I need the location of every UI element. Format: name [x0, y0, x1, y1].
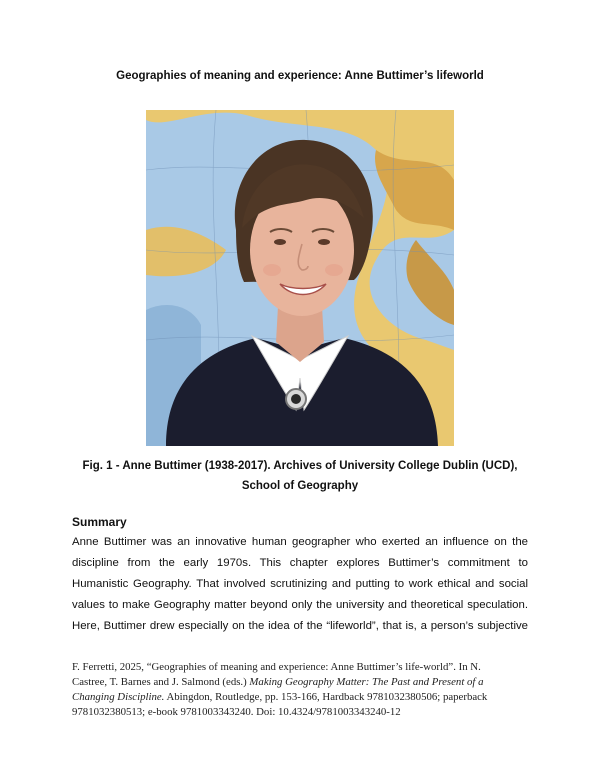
portrait-photo [146, 110, 454, 446]
citation-book-title: Making Geography Matter: The Past and Present of a [249, 676, 484, 688]
summary-line: Humanistic Geography. That involved scrutinizing and putting to work ethical and social [72, 578, 528, 590]
summary-line: discipline from the early 1970s. This chapter explores Buttimer’s commitment to [72, 557, 528, 569]
figure-caption-line-2: School of Geography [241, 480, 359, 492]
summary-line: Anne Buttimer was an innovative human geographer who exerted an influence on the [72, 536, 528, 548]
portrait-illustration [146, 110, 454, 446]
summary-heading: Summary [72, 515, 127, 529]
summary-paragraph [72, 532, 528, 637]
figure-caption [60, 456, 540, 496]
figure-caption-line-1: Fig. 1 - Anne Buttimer (1938-2017). Archives of University College Dublin (UCD), [82, 460, 518, 472]
summary-line: Here, Buttimer drew especially on the idea of the “lifeworld”, that is, a person’s subjective [72, 620, 528, 632]
citation-line-3-plain: Abingdon, Routledge, pp. 153-166, Hardback 9781032380506; paperback [164, 691, 488, 703]
citation-line-4: 9781032380513; e-book 9781003343240. Doi: 10.4324/9781003343240-12 [72, 706, 401, 718]
citation-line-1: F. Ferretti, 2025, “Geographies of meaning and experience: Anne Buttimer’s life-world”. In N. [72, 661, 481, 673]
citation-line-2 [72, 675, 532, 690]
document-title: Geographies of meaning and experience: Anne Buttimer’s lifeworld [116, 70, 484, 82]
citation-line-3 [72, 690, 532, 705]
citation-footnote [72, 660, 532, 720]
citation-book-title-cont: Changing Discipline. [72, 691, 165, 703]
citation-line-2-plain: Castree, T. Barnes and J. Salmond (eds.) [72, 676, 250, 688]
summary-line: values to make Geography matter beyond only the university and theoretical speculation. [72, 599, 528, 611]
